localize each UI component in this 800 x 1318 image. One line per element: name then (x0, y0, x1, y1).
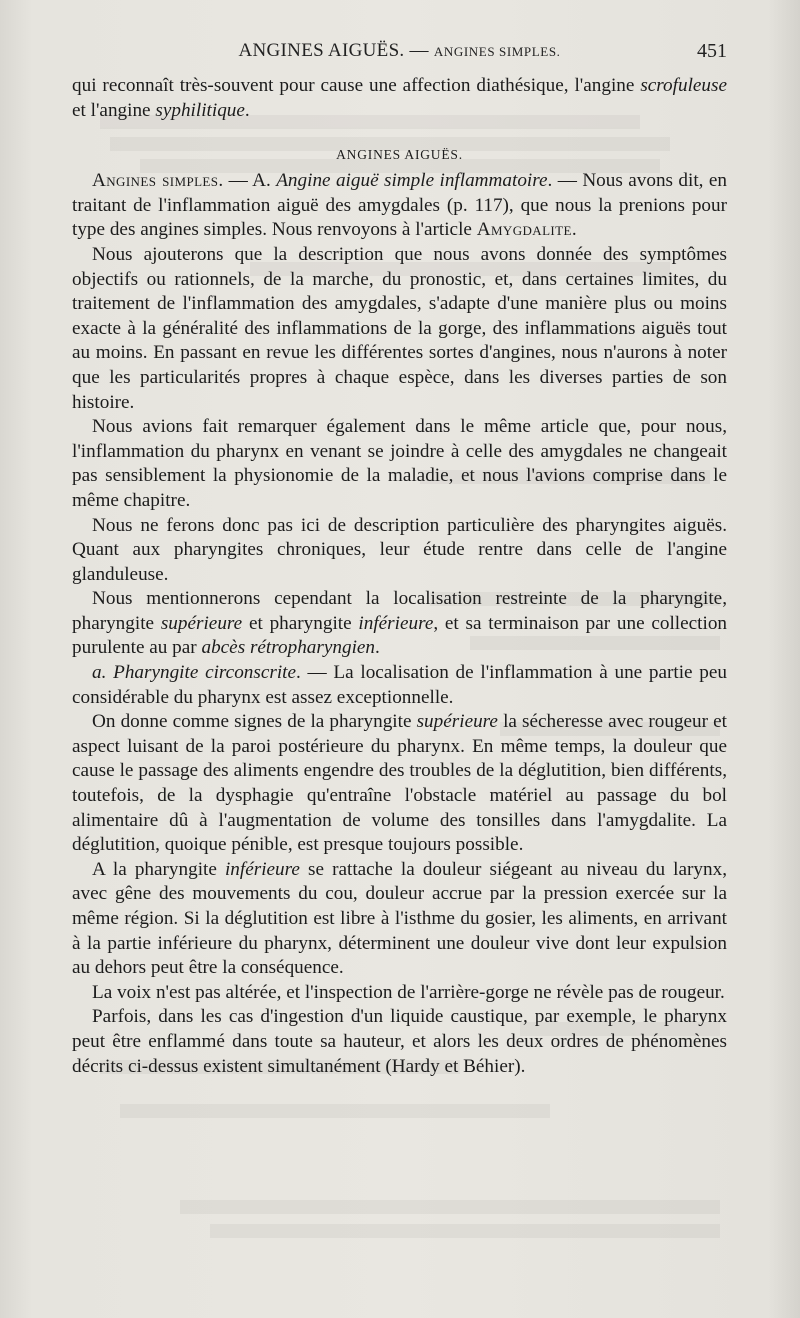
body-text (72, 74, 727, 1079)
p5-text-4: . (375, 637, 380, 659)
intro-paragraph (72, 74, 727, 123)
running-title-dash: — (404, 40, 434, 61)
p1-smallcaps-2: Amygdalite (476, 219, 572, 241)
paragraph-7 (72, 710, 727, 858)
p5-text-1: Nous mentionnerons cependant la localisation restreinte de la pharyngite, pharyngite (72, 588, 727, 634)
intro-italic-2: syphilitique (155, 99, 245, 121)
running-header (72, 40, 727, 68)
page-number: 451 (697, 40, 727, 62)
p7-italic-1: supérieure (416, 711, 498, 733)
section-heading: ANGINES AIGUËS. (336, 147, 463, 163)
p6-italic-1: a. Pharyngite circonscrite (92, 662, 297, 684)
p1-text-1: . — A. (218, 170, 277, 192)
p8-italic-1: inférieure (224, 858, 300, 880)
intro-italic-1: scrofuleuse (640, 75, 727, 96)
p8-text-1: A la pharyngite (92, 858, 225, 880)
p8-text-2: se rattache la douleur siégeant au niveau du larynx, avec gêne des mouvements du cou, douleur accrue par la pression exercée sur la même région. Si la déglutition est libre à l'isthme du gosier, les aliments, en arrivant à la partie inférieure du pharynx, déterminent une douleur vive dont leur expulsion au dehors peut être la conséquence. (72, 858, 727, 979)
paragraph-9: La voix n'est pas altérée, et l'inspection de l'arrière-gorge ne révèle pas de rougeur. (92, 981, 725, 1003)
intro-text-3: . (244, 99, 250, 121)
p1-text-3: . (571, 219, 577, 241)
p7-text-2: la sécheresse avec rougeur et aspect luisant de la paroi postérieure du pharynx. En même temps, la douleur que cause le passage des aliments engendre des troubles de la déglutition, bien différents, toutefois, de la dysphagie qu'entraîne l'obstacle matériel au passage du bol alimentaire dû à l'augmentation de volume des tonsilles dans l'amygdalite. La déglutition, quoique pénible, est presque toujours possible. (72, 711, 727, 856)
running-title (72, 40, 727, 62)
paragraph-3: Nous avions fait remarquer également dans le même article que, pour nous, l'inflammation du pharynx en venant se joindre à celle des amygdales ne changeait pas sensiblement la physionomie de la maladie, et nous l'avions comprise dans le même chapitre. (72, 416, 727, 511)
p5-italic-2: inférieure (358, 612, 434, 634)
paragraph-angines-simples (72, 169, 727, 243)
intro-text-1: qui reconnaît très-souvent pour cause une affection diathésique, l'angine (72, 75, 641, 96)
p1-italic-1: Angine aiguë simple inflammatoire (276, 170, 548, 192)
p5-italic-1: supérieure (160, 612, 243, 634)
paragraph-2: Nous ajouterons que la description que nous avons donnée des symptômes objectifs ou rationnels, de la marche, du pronostic, et, dans certaines limites, du traitement de l'inflammation des amygdales, s'adapte d'une manière plus ou moins exacte à la généralité des inflammations de la gorge, des inflammations aiguës tout au moins. En passant en revue les différentes sortes d'angines, nous n'aurons à noter que les particularités propres à chaque espèce, dans les diverses parties de son histoire. (72, 243, 727, 413)
p7-text-1: On donne comme signes de la pharyngite (92, 711, 417, 733)
paragraph-5 (72, 587, 727, 661)
running-title-main: ANGINES AIGUËS. (238, 40, 405, 61)
paragraph-8 (72, 858, 727, 981)
paragraph-6 (72, 661, 727, 710)
p1-text-2: . — Nous avons dit, en traitant de l'inflammation aiguë des amygdales (p. 117), que nous la prenions pour type des angines simples. Nous renvoyons à l'article (72, 170, 727, 241)
p5-text-2: et pharyngite (242, 612, 359, 634)
paragraph-4: Nous ne ferons donc pas ici de description particulière des pharyngites aiguës. Quant aux pharyngites chroniques, leur étude rentre dans celle de l'angine glanduleuse. (72, 514, 727, 585)
p5-text-3: , et sa terminaison par une collection purulente au par (72, 612, 728, 659)
p1-smallcaps-1: Angines simples (92, 170, 219, 192)
running-title-sub: ANGINES SIMPLES. (433, 44, 561, 59)
paragraph-10: Parfois, dans les cas d'ingestion d'un liquide caustique, par exemple, le pharynx peut être enflammé dans toute sa hauteur, et alors les deux ordres de phénomènes décrits ci-dessus existent simultanément (Hardy et Béhier). (72, 1006, 727, 1077)
p6-text-1: . — La localisation de l'inflammation à une partie peu considérable du pharynx est assez exceptionnelle. (72, 662, 727, 708)
intro-text-2: et l'angine (72, 99, 156, 121)
p5-italic-3: abcès rétropharyngien (201, 637, 376, 659)
